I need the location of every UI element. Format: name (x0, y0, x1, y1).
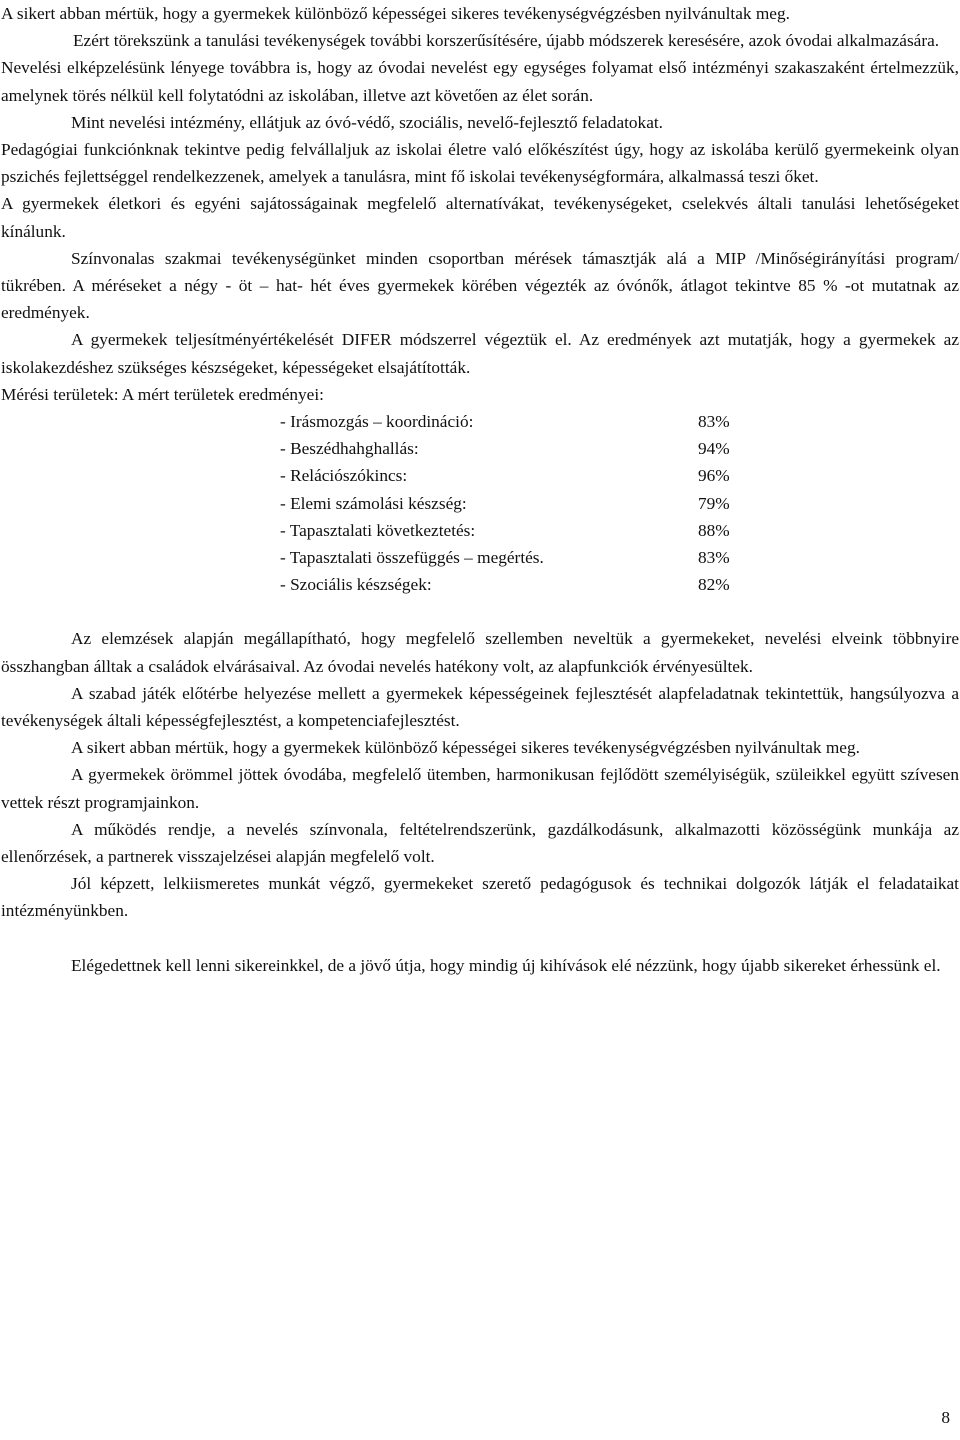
result-value: 83% (698, 412, 730, 432)
paragraph: A sikert abban mértük, hogy a gyermekek különböző képességei sikeres tevékenységvégzésben nyilvánultak meg. (1, 4, 790, 23)
paragraph: Színvonalas szakmai tevékenységünket minden csoportban mérések támasztják alá a MIP /Minőségirányítási program/ tükrében. A méréseket a négy - öt – hat- hét éves gyermekek körében végezték az óvónők, átlagot tekintve 85 % -ot mutatnak az eredmények. (1, 248, 959, 323)
result-label: - Beszédhahghallás: (280, 439, 419, 459)
result-value: 88% (698, 520, 730, 540)
paragraph: Ezért törekszünk a tanulási tevékenységek további korszerűsítésére, újabb módszerek keresésére, azok óvodai alkalmazására. (73, 31, 940, 51)
results-row (1, 435, 959, 462)
result-value: 96% (698, 466, 730, 486)
paragraph: A gyermekek teljesítményértékelését DIFER módszerrel végeztük el. Az eredmények azt mutatják, hogy a gyermekek az iskolakezdéshez szükséges készségeket, képességeket elsajátították. (1, 330, 959, 377)
paragraph: A gyermekek örömmel jöttek óvodába, megfelelő ütemben, harmonikusan fejlődött személyiségük, szüleikkel együtt szívesen vettek részt programjainkon. (1, 765, 959, 812)
spacer (1, 598, 959, 625)
result-value: 94% (698, 439, 730, 459)
result-label: - Elemi számolási készség: (280, 493, 467, 513)
paragraph: Mint nevelési intézmény, ellátjuk az óvó-védő, szociális, nevelő-fejlesztő feladatokat. (71, 112, 663, 132)
spacer (1, 925, 959, 952)
paragraph: Az elemzések alapján megállapítható, hogy megfelelő szellemben neveltük a gyermekeket, nevelési elveink többnyire összhangban álltak a családok elvárásaival. Az óvodai nevelés hatékony volt, az alapfunkciók érvényesültek. (1, 629, 959, 676)
results-row (1, 490, 959, 517)
paragraph: Elégedettnek kell lenni sikereinkkel, de a jövő útja, hogy mindig új kihívások elé nézzünk, hogy újabb sikereket érhessünk el. (71, 955, 941, 975)
result-label: - Relációszókincs: (280, 466, 408, 486)
paragraph: Nevelési elképzelésünk lényege továbbra is, hogy az óvodai nevelést egy egységes folyamat első intézményi szakaszaként értelmezzük, amelynek törés nélkül kell folytatódni az iskolában, illetve azt követően az élet során. (1, 58, 959, 105)
paragraph: A működés rendje, a nevelés színvonala, feltételrendszerünk, gazdálkodásunk, alkalmazotti közösségünk munkája az ellenőrzések, a partnerek visszajelzései alapján megfelelő volt. (1, 819, 959, 866)
page-number: 8 (941, 1408, 950, 1427)
results-row (1, 544, 959, 571)
result-value: 79% (698, 493, 730, 513)
result-label: - Szociális készségek: (280, 575, 432, 595)
paragraph: A sikert abban mértük, hogy a gyermekek különböző képességei sikeres tevékenységvégzésben nyilvánultak meg. (71, 738, 860, 758)
paragraph: Jól képzett, lelkiismeretes munkát végző, gyermekeket szerető pedagógusok és technikai dolgozók látják el feladataikat intézményünkben. (1, 874, 959, 921)
result-value: 82% (698, 575, 730, 595)
results-row (1, 408, 959, 435)
result-label: - Irásmozgás – koordináció: (280, 412, 474, 432)
paragraph: Pedagógiai funkciónknak tekintve pedig felvállaljuk az iskolai életre való előkészítést úgy, hogy az iskolába kerülő gyermekeink olyan pszichés fejlettséggel rendelkezzenek, amelyek a tanulásra, mint fő iskolai tevékenységformára, alkalmassá teszi őket. (1, 140, 959, 187)
result-label: - Tapasztalati következtetés: (280, 520, 476, 540)
paragraph: A gyermekek életkori és egyéni sajátosságainak megfelelő alternatívákat, tevékenységeket, cselekvés általi tanulási lehetőségeket kínálunk. (1, 194, 959, 241)
results-row (1, 571, 959, 598)
results-row (1, 517, 959, 544)
result-value: 83% (698, 547, 730, 567)
result-label: - Tapasztalati összefüggés – megértés. (280, 547, 544, 567)
results-row (1, 462, 959, 489)
paragraph: A szabad játék előtérbe helyezése mellett a gyermekek képességeinek fejlesztését alapfeladatnak tekintettük, hangsúlyozva a tevékenységek általi képességfejlesztést, a kompetenciafejlesztést. (1, 683, 959, 730)
results-list (1, 408, 959, 598)
paragraph: Mérési területek: A mért területek eredményei: (1, 384, 324, 404)
